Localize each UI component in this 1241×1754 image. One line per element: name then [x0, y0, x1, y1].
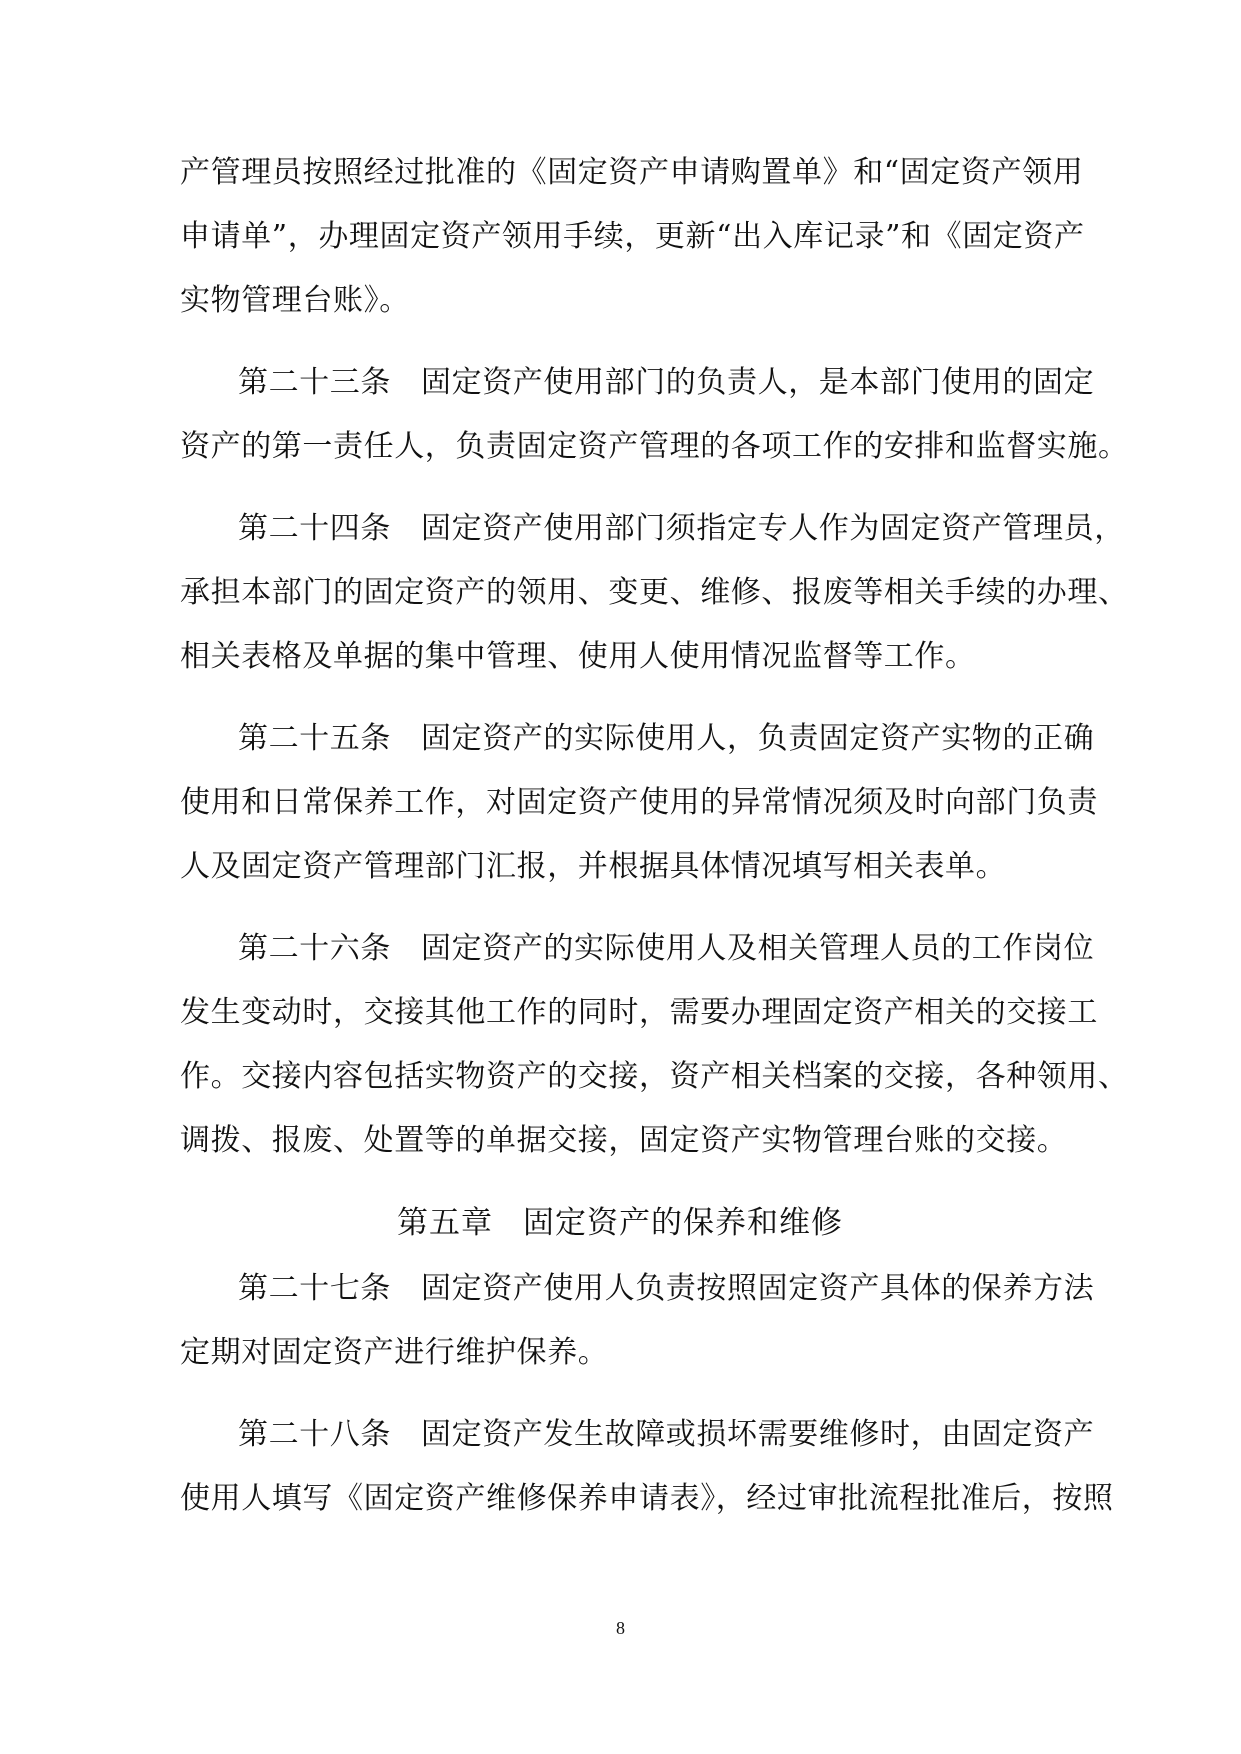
text-line: 使用和日常保养工作，对固定资产使用的异常情况须及时向部门负责: [180, 785, 1098, 820]
text-line: 资产的第一责任人，负责固定资产管理的各项工作的安排和监督实施。: [180, 429, 1129, 464]
chapter-number: 第五章: [397, 1205, 493, 1241]
article-number: 第二十七条: [238, 1271, 391, 1306]
article-23-paragraph: [180, 362, 1129, 468]
text-line: 使用人填写《固定资产维修保养申请表》，经过审批流程批准后，按照: [180, 1481, 1114, 1516]
page-number: 8: [616, 1618, 625, 1638]
article-number: 第二十四条: [238, 511, 391, 546]
article-first-line: [180, 928, 1095, 970]
article-first-line: [180, 508, 1125, 550]
article-text: 固定资产使用部门的负责人，是本部门使用的固定: [421, 365, 1095, 400]
article-24-paragraph: [180, 508, 1129, 678]
article-25-paragraph: [180, 718, 1098, 888]
text-line: 作。交接内容包括实物资产的交接，资产相关档案的交接，各种领用、: [180, 1059, 1129, 1094]
text-line: 相关表格及单据的集中管理、使用人使用情况监督等工作。: [180, 639, 976, 674]
article-number: 第二十三条: [238, 365, 391, 400]
text-line: 产管理员按照经过批准的《固定资产申请购置单》和“固定资产领用: [180, 155, 1084, 190]
article-first-line: [180, 718, 1095, 760]
text-line: 人及固定资产管理部门汇报，并根据具体情况填写相关表单。: [180, 849, 1007, 884]
text-line: 调拨、报废、处置等的单据交接，固定资产实物管理台账的交接。: [180, 1123, 1068, 1158]
chapter-heading: [180, 1202, 1060, 1244]
article-text: 固定资产使用部门须指定专人作为固定资产管理员，: [421, 511, 1125, 546]
article-first-line: [180, 362, 1095, 404]
document-body: [180, 152, 1129, 1520]
article-number: 第二十五条: [238, 721, 391, 756]
article-28-paragraph: [180, 1414, 1114, 1520]
paragraph-continuation: [180, 152, 1085, 322]
article-text: 固定资产的实际使用人，负责固定资产实物的正确: [421, 721, 1095, 756]
text-line: 实物管理台账》。: [180, 283, 410, 318]
article-27-paragraph: [180, 1268, 1095, 1374]
text-line: 发生变动时，交接其他工作的同时，需要办理固定资产相关的交接工: [180, 995, 1098, 1030]
article-text: 固定资产的实际使用人及相关管理人员的工作岗位: [421, 931, 1095, 966]
text-line: 承担本部门的固定资产的领用、变更、维修、报废等相关手续的办理、: [180, 575, 1129, 610]
article-text: 固定资产使用人负责按照固定资产具体的保养方法: [421, 1271, 1095, 1306]
article-number: 第二十八条: [238, 1417, 391, 1452]
text-line: 定期对固定资产进行维护保养。: [180, 1335, 609, 1370]
article-number: 第二十六条: [238, 931, 391, 966]
article-text: 固定资产发生故障或损坏需要维修时，由固定资产: [421, 1417, 1095, 1452]
article-first-line: [180, 1414, 1095, 1456]
article-26-paragraph: [180, 928, 1129, 1162]
article-first-line: [180, 1268, 1095, 1310]
text-line: 申请单”，办理固定资产领用手续，更新“出入库记录”和《固定资产: [180, 219, 1085, 254]
chapter-title: 固定资产的保养和维修: [523, 1205, 843, 1241]
